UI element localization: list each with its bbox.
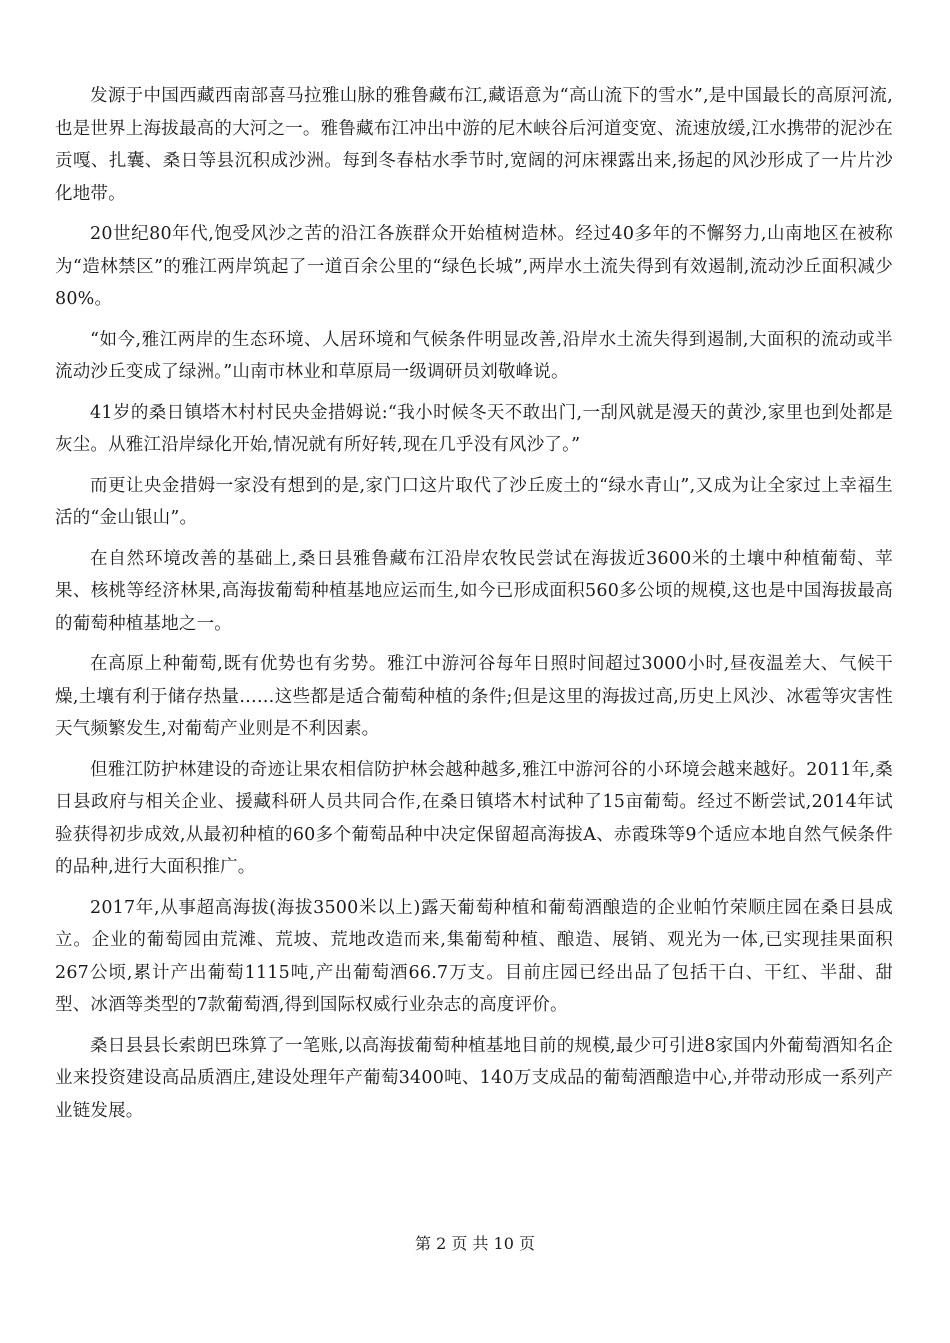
paragraph-7: 在高原上种葡萄,既有优势也有劣势。雅江中游河谷每年日照时间超过3000小时,昼夜温差大、气候干燥,土壤有利于储存热量……这些都是适合葡萄种植的条件;但是这里的海拔过高,历史上风沙、冰雹等灾害性天气频繁发生,对葡萄产业则是不利因素。	[55, 654, 893, 739]
article-body	[55, 80, 893, 1135]
paragraph-5: 而更让央金措姆一家没有想到的是,家门口这片取代了沙丘废土的“绿水青山”,又成为让全家过上幸福生活的“金山银山”。	[55, 475, 893, 528]
paragraph-10: 桑日县县长索朗巴珠算了一笔账,以高海拔葡萄种植基地目前的规模,最少可引进8家国内外葡萄酒知名企业来投资建设高品质酒庄,建设处理年产葡萄3400吨、140万支成品的葡萄酒酿造中心,并带动形成一系列产业链发展。	[55, 1035, 893, 1121]
paragraph-2: 20世纪80年代,饱受风沙之苦的沿江各族群众开始植树造林。经过40多年的不懈努力,山南地区在被称为“造林禁区”的雅江两岸筑起了一道百余公里的“绿色长城”,两岸水土流失得到有效遏制,流动沙丘面积减少80%。	[55, 224, 893, 309]
paragraph-6: 在自然环境改善的基础上,桑日县雅鲁藏布江沿岸农牧民尝试在海拔近3600米的土壤中种植葡萄、苹果、核桃等经济林果,高海拔葡萄种植基地应运而生,如今已形成面积560多公顷的规模,这也是中国海拔最高的葡萄种植基地之一。	[55, 548, 893, 634]
paragraph-9: 2017年,从事超高海拔(海拔3500米以上)露天葡萄种植和葡萄酒酿造的企业帕竹荣顺庄园在桑日县成立。企业的葡萄园由荒滩、荒坡、荒地改造而来,集葡萄种植、酿造、展销、观光为一体,已实现挂果面积267公顷,累计产出葡萄1115吨,产出葡萄酒66.7万支。目前庄园已经出品了包括干白、干红、半甜、甜型、冰酒等类型的7款葡萄酒,得到国际权威行业杂志的高度评价。	[55, 897, 893, 1015]
paragraph-4: 41岁的桑日镇塔木村村民央金措姆说:“我小时候冬天不敢出门,一刮风就是漫天的黄沙,家里也到处都是灰尘。从雅江沿岸绿化开始,情况就有所好转,现在几乎没有风沙了。”	[55, 402, 893, 455]
paragraph-3: “如今,雅江两岸的生态环境、人居环境和气候条件明显改善,沿岸水土流失得到遏制,大面积的流动或半流动沙丘变成了绿洲。”山南市林业和草原局一级调研员刘敬峰说。	[55, 329, 893, 382]
page-number-footer: 第 2 页 共 10 页	[415, 1234, 535, 1253]
paragraph-8: 但雅江防护林建设的奇迹让果农相信防护林会越种越多,雅江中游河谷的小环境会越来越好。2011年,桑日县政府与相关企业、援藏科研人员共同合作,在桑日镇塔木村试种了15亩葡萄。经过不断尝试,2014年试验获得初步成效,从最初种植的60多个葡萄品种中决定保留超高海拔A、赤霞珠等9个适应本地自然气候条件的品种,进行大面积推广。	[55, 759, 893, 877]
paragraph-1: 发源于中国西藏西南部喜马拉雅山脉的雅鲁藏布江,藏语意为“高山流下的雪水”,是中国最长的高原河流,也是世界上海拔最高的大河之一。雅鲁藏布江冲出中游的尼木峡谷后河道变宽、流速放缓,江水携带的泥沙在贡嘎、扎囊、桑日等县沉积成沙洲。每到冬春枯水季节时,宽阔的河床裸露出来,扬起的风沙形成了一片片沙化地带。	[55, 86, 893, 204]
